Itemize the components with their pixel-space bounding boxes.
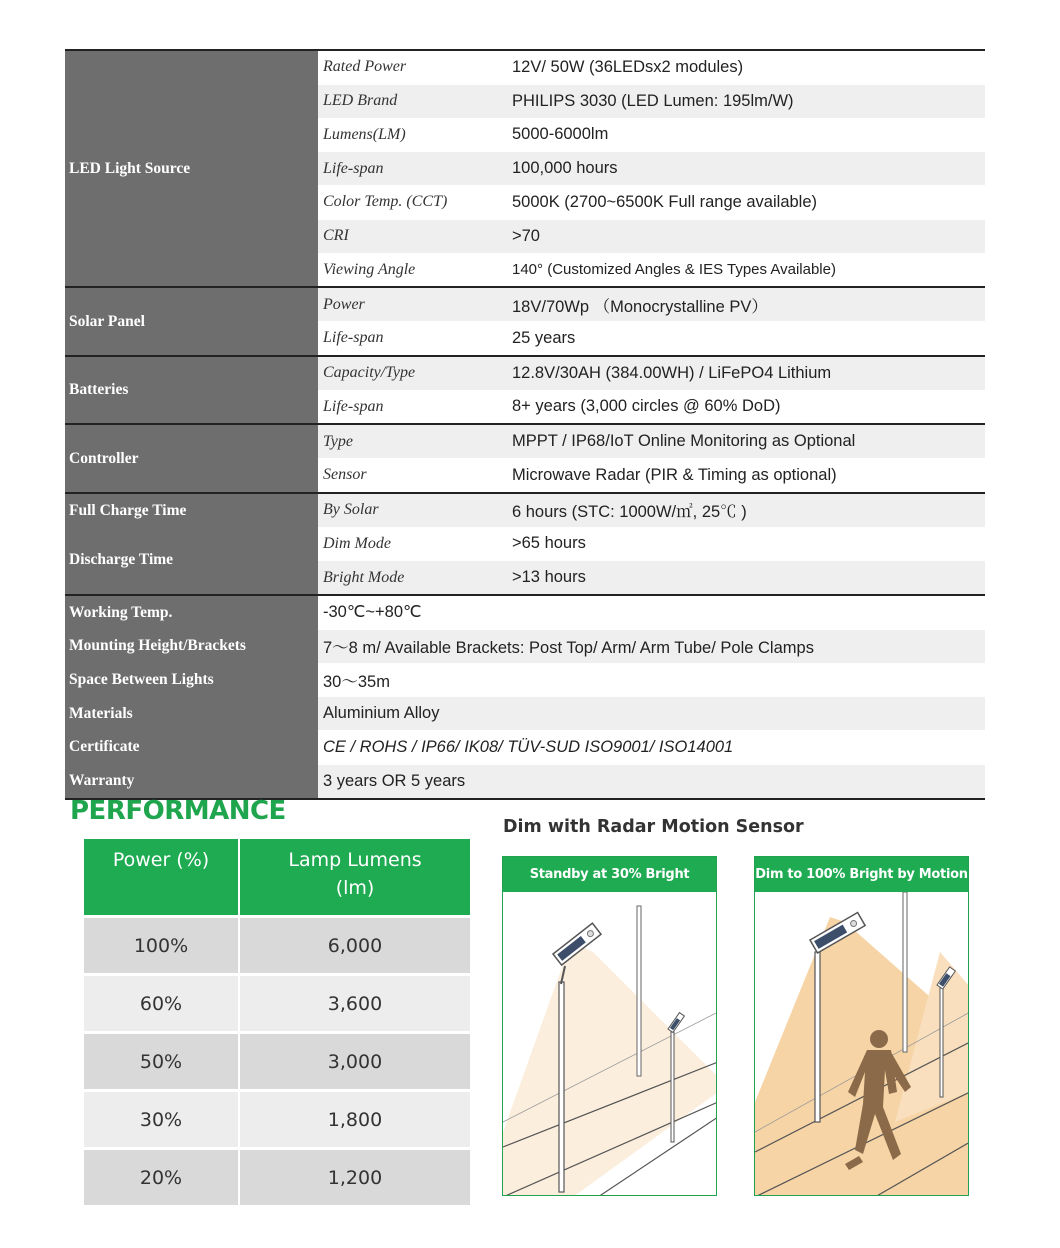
standby-illustration <box>503 892 717 1196</box>
spec-label: Capacity/Type <box>318 356 507 390</box>
spec-category <box>65 493 318 595</box>
spec-label: Color Temp. (CCT) <box>318 186 507 220</box>
spec-value: 12V/ 50W (36LEDsx2 modules) <box>507 50 985 84</box>
spec-value: PHILIPS 3030 (LED Lumen: 195lm/W) <box>507 84 985 118</box>
spec-value: 5000K (2700~6500K Full range available) <box>507 186 985 220</box>
spec-value: >13 hours <box>507 561 985 595</box>
spec-row <box>65 629 985 663</box>
spec-value: >70 <box>507 219 985 253</box>
spec-value: 100,000 hours <box>507 152 985 186</box>
spec-label: Life-span <box>318 322 507 356</box>
spec-row <box>65 287 985 321</box>
power-cell: 20% <box>84 1149 239 1207</box>
spec-value: -30℃~+80℃ <box>318 595 985 629</box>
power-cell: 30% <box>84 1091 239 1149</box>
performance-row <box>84 1149 470 1207</box>
performance-row <box>84 1091 470 1149</box>
spec-value: Aluminium Alloy <box>318 697 985 731</box>
spec-label: Dim Mode <box>318 527 507 561</box>
spec-row <box>65 356 985 390</box>
spec-row <box>65 764 985 798</box>
spec-value: 18V/70Wp （Monocrystalline PV） <box>507 287 985 321</box>
spec-category: Mounting Height/Brackets <box>65 629 318 663</box>
performance-row <box>84 917 470 975</box>
spec-value: 6 hours (STC: 1000W/㎡, 25℃ ) <box>507 493 985 527</box>
lumens-cell: 6,000 <box>239 917 470 975</box>
performance-title: PERFORMANCE <box>70 796 286 826</box>
lumens-cell: 3,600 <box>239 975 470 1033</box>
spec-category-label: Full Charge Time <box>69 501 187 519</box>
spec-row <box>65 595 985 629</box>
near-pole <box>815 952 820 1122</box>
spec-value: 25 years <box>507 322 985 356</box>
spec-label: LED Brand <box>318 84 507 118</box>
spec-value: CE / ROHS / IP66/ IK08/ TÜV-SUD ISO9001/ ISO14001 <box>318 731 985 765</box>
spec-category-label: Discharge Time <box>69 550 174 568</box>
spec-row <box>65 424 985 458</box>
spec-category: Solar Panel <box>65 287 318 356</box>
spec-value: 12.8V/30AH (384.00WH) / LiFePO4 Lithium <box>507 356 985 390</box>
spec-row <box>65 493 985 527</box>
performance-row <box>84 975 470 1033</box>
spec-category: Certificate <box>65 731 318 765</box>
spec-category: Warranty <box>65 764 318 798</box>
lumens-cell: 1,200 <box>239 1149 470 1207</box>
motion-illustration <box>755 892 969 1196</box>
spec-category: Controller <box>65 424 318 493</box>
spec-value: MPPT / IP68/IoT Online Monitoring as Optional <box>507 424 985 458</box>
lumens-cell: 3,000 <box>239 1033 470 1091</box>
spec-label: Lumens(LM) <box>318 118 507 152</box>
spec-label: Viewing Angle <box>318 253 507 287</box>
spec-category: Working Temp. <box>65 595 318 629</box>
spec-row <box>65 663 985 697</box>
spec-label: CRI <box>318 219 507 253</box>
near-pole <box>559 982 564 1192</box>
spec-table <box>65 49 985 800</box>
performance-header-row <box>84 839 470 917</box>
spec-label: By Solar <box>318 493 507 527</box>
spec-value: 3 years OR 5 years <box>318 764 985 798</box>
far-lamp-icon <box>668 1013 684 1033</box>
spec-value: 5000-6000lm <box>507 118 985 152</box>
spec-row <box>65 697 985 731</box>
spec-value: 7～8 m/ Available Brackets: Post Top/ Arm/ Arm Tube/ Pole Clamps <box>318 629 985 663</box>
spec-category: Space Between Lights <box>65 663 318 697</box>
motion-panel-header: Dim to 100% Bright by Motion <box>755 857 968 892</box>
lumens-cell: 1,800 <box>239 1091 470 1149</box>
power-cell: 50% <box>84 1033 239 1091</box>
spec-value: 8+ years (3,000 circles @ 60% DoD) <box>507 390 985 424</box>
spec-category: Materials <box>65 697 318 731</box>
spec-row <box>65 50 985 84</box>
dim-title: Dim with Radar Motion Sensor <box>503 817 804 837</box>
spec-category: LED Light Source <box>65 50 318 287</box>
motion-panel <box>754 856 969 1196</box>
standby-panel <box>502 856 717 1196</box>
power-cell: 100% <box>84 917 239 975</box>
lumens-header: Lamp Lumens (lm) <box>239 839 470 917</box>
spec-value: >65 hours <box>507 527 985 561</box>
spec-label: Life-span <box>318 152 507 186</box>
spec-row <box>65 731 985 765</box>
spec-value: 30～35m <box>318 663 985 697</box>
spec-label: Type <box>318 424 507 458</box>
dim-light-cone <box>503 942 717 1196</box>
standby-panel-header: Standby at 30% Bright <box>503 857 716 892</box>
power-cell: 60% <box>84 975 239 1033</box>
spec-value: 140° (Customized Angles & IES Types Available) <box>507 253 985 287</box>
spec-value: Microwave Radar (PIR & Timing as optional) <box>507 459 985 493</box>
spec-label: Sensor <box>318 459 507 493</box>
performance-table <box>84 839 470 1208</box>
spec-label: Life-span <box>318 390 507 424</box>
spec-label: Power <box>318 287 507 321</box>
performance-row <box>84 1033 470 1091</box>
spec-category: Batteries <box>65 356 318 425</box>
power-header: Power (%) <box>84 839 239 917</box>
spec-label: Rated Power <box>318 50 507 84</box>
spec-label: Bright Mode <box>318 561 507 595</box>
